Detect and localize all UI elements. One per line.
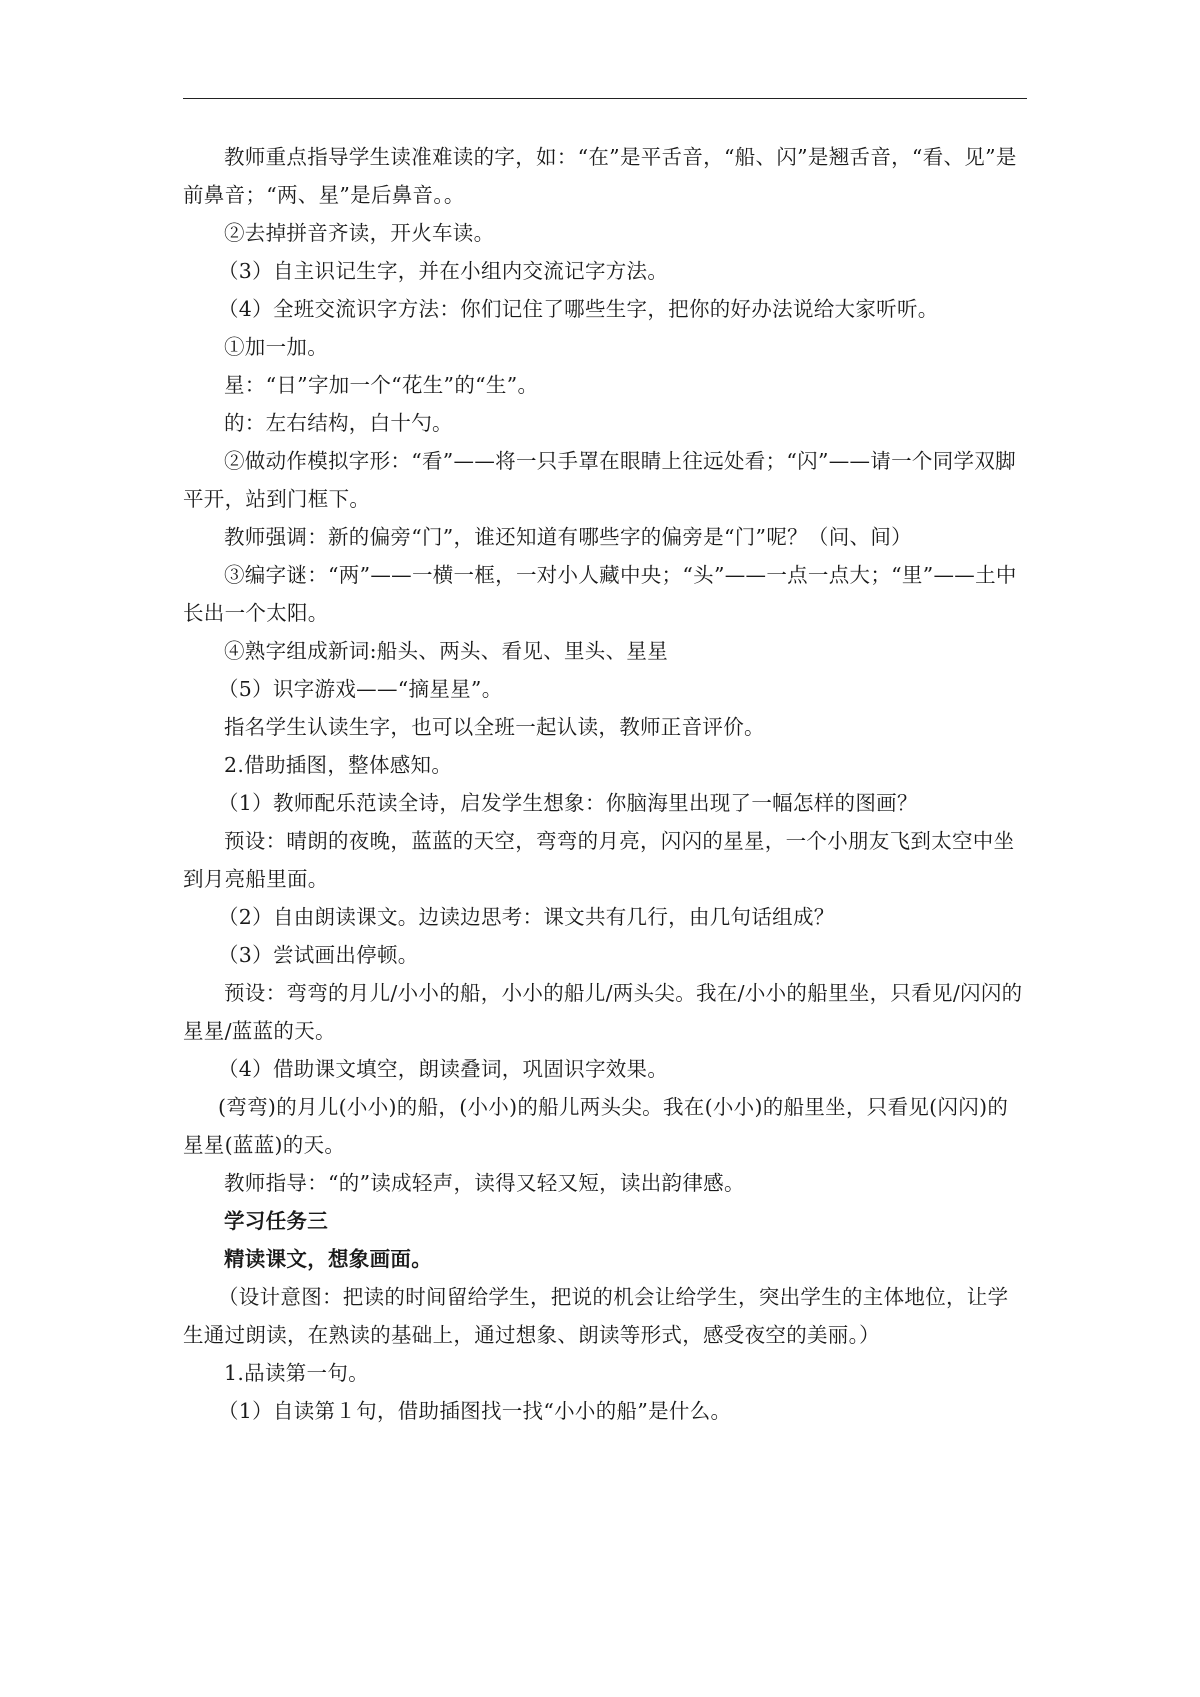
paragraph: 教师指导：“的”读成轻声，读得又轻又短，读出韵律感。	[224, 1171, 745, 1195]
section-heading: 学习任务三	[224, 1209, 328, 1233]
paragraph: 预设：晴朗的夜晚，蓝蓝的天空，弯弯的月亮，闪闪的星星，一个小朋友飞到太空中坐到月亮船里面。	[183, 829, 1015, 891]
paragraph: 1.品读第一句。	[224, 1361, 369, 1385]
paragraph: 教师强调：新的偏旁“门”，谁还知道有哪些字的偏旁是“门”呢？（问、间）	[224, 525, 912, 549]
paragraph: 指名学生认读生字，也可以全班一起认读，教师正音评价。	[224, 715, 765, 739]
paragraph: （5）识字游戏——“摘星星”。	[218, 677, 503, 701]
paragraph: （4）借助课文填空，朗读叠词，巩固识字效果。	[218, 1057, 669, 1081]
section-subheading: 精读课文，想象画面。	[224, 1247, 432, 1271]
paragraph: （设计意图：把读的时间留给学生，把说的机会让给学生，突出学生的主体地位，让学生通过朗读，在熟读的基础上，通过想象、朗读等形式，感受夜空的美丽。）	[183, 1285, 1009, 1347]
paragraph: ③编字谜：“两”——一横一框，一对小人藏中央；“头”——一点一点大；“里”——土中长出一个太阳。	[183, 563, 1017, 625]
paragraph: ④熟字组成新词:船头、两头、看见、里头、星星	[224, 639, 669, 663]
paragraph: ②做动作模拟字形：“看”——将一只手罩在眼睛上往远处看；“闪”——请一个同学双脚平开，站到门框下。	[183, 449, 1016, 511]
paragraph: (弯弯)的月儿(小小)的船，(小小)的船儿两头尖。我在(小小)的船里坐，只看见(闪闪)的星星(蓝蓝)的天。	[183, 1095, 1009, 1157]
paragraph: （2）自由朗读课文。边读边思考：课文共有几行，由几句话组成？	[218, 905, 835, 929]
paragraph: （3）尝试画出停顿。	[218, 943, 419, 967]
paragraph: （4）全班交流识字方法：你们记住了哪些生字，把你的好办法说给大家听听。	[218, 297, 939, 321]
paragraph: 星：“日”字加一个“花生”的“生”。	[224, 373, 539, 397]
header-rule	[183, 98, 1027, 99]
paragraph: （1）自读第１句，借助插图找一找“小小的船”是什么。	[218, 1399, 732, 1423]
paragraph: ①加一加。	[224, 335, 328, 359]
paragraph: ②去掉拼音齐读，开火车读。	[224, 221, 495, 245]
paragraph: 预设：弯弯的月儿/小小的船，小小的船儿/两头尖。我在/小小的船里坐，只看见/闪闪的星星/蓝蓝的天。	[183, 981, 1023, 1043]
paragraph: 教师重点指导学生读准难读的字，如：“在”是平舌音，“船、闪”是翘舌音，“看、见”是前鼻音；“两、星”是后鼻音。。	[183, 145, 1017, 207]
paragraph: （3）自主识记生字，并在小组内交流记字方法。	[218, 259, 669, 283]
paragraph: （1）教师配乐范读全诗，启发学生想象：你脑海里出现了一幅怎样的图画？	[218, 791, 918, 815]
document-body	[183, 138, 1027, 1430]
paragraph: 的：左右结构，白十勺。	[224, 411, 453, 435]
paragraph: 2.借助插图，整体感知。	[224, 753, 453, 777]
